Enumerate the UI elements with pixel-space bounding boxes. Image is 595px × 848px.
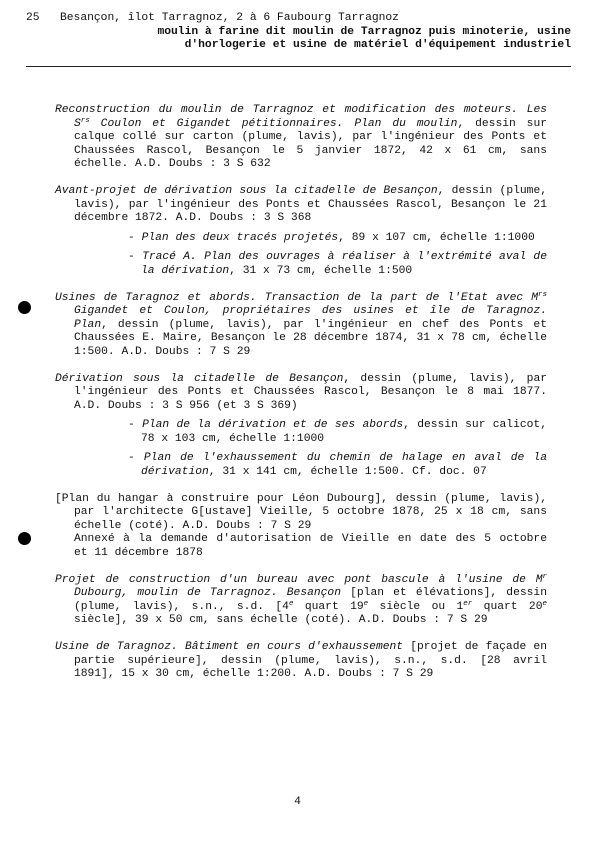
designation-line-1: moulin à farine dit moulin de Tarragnoz puis minoterie, usine — [157, 25, 571, 38]
document-list — [55, 104, 547, 695]
document-entry — [55, 373, 547, 480]
entry-note: Annexé à la demande d'autorisation de Vieille en date des 5 octobre et 11 décembre 1878 — [74, 533, 547, 560]
bullet-marker — [18, 532, 31, 545]
entry-text: Reconstruction du moulin de Tarragnoz et modification des moteurs. Les $S^{rs}$ Coulon et Gigandet pétitionnaires. Plan du moulin, dessin sur calque collé sur carton (plume, lavis), par l'ingénieur des Ponts et Chaussées Rascol, Besançon le 5 janvier 1872, 42 x 61 cm, sans échelle. A.D. Doubs : 3 S 632 — [55, 104, 547, 171]
page-number: 4 — [294, 796, 301, 808]
document-entry — [55, 104, 547, 172]
entry-text: [Plan du hangar à construire pour Léon Dubourg], dessin (plume, lavis), par l'architecte G[ustave] Vieille, 5 octobre 1878, 25 x 18 cm, sans échelle (coté). A.D. Doubs : 7 S 29 — [55, 492, 547, 532]
entry-text: Usines de Taragnoz et abords. Transaction de la part de l'Etat avec $M^{rs}$ Gigandet et Coulon, propriétaires des usines et île de Taragnoz. Plan, dessin (plume, lavis), par l'ingénieur en chef des Ponts et Chaussées E. Maire, Besançon le 28 décembre 1874, 31 x 78 cm, échelle 1:500. A.D. Doubs : 7 S 29 — [55, 290, 547, 358]
document-entry — [55, 185, 547, 279]
header-line — [26, 12, 571, 26]
sub-document: - Plan des deux tracés projetés, 89 x 107 cm, échelle 1:1000 — [128, 231, 535, 244]
document-entry — [55, 292, 547, 360]
document-header — [26, 12, 571, 53]
designation-line-2: d'horlogerie et usine de matériel d'équipement industriel — [184, 39, 571, 52]
sub-document: - Plan de l'exhaussement du chemin de halage en aval de la dérivation, 31 x 141 cm, échelle 1:500. Cf. doc. 07 — [128, 452, 547, 479]
bullet-marker — [18, 301, 31, 314]
entry-text: Projet de construction d'un bureau avec pont bascule à l'usine de $M^r$ Dubourg, moulin de Tarragnoz. Besançon [plan et élévations], dessin (plume, lavis), s.n., s.d. [4e quart 19e siècle ou 1er quart 20e siècle], 39 x 50 cm, sans échelle (coté). A.D. Doubs : 7 S 29 — [55, 572, 547, 627]
header-divider — [26, 66, 571, 67]
sub-document: - Tracé A. Plan des ouvrages à réaliser à l'extrémité aval de la dérivation, 31 x 73 cm, échelle 1:500 — [128, 251, 547, 277]
record-designation — [26, 26, 571, 53]
entry-text: Avant-projet de dérivation sous la citadelle de Besançon, dessin (plume, lavis), par l'ingénieur des Ponts et Chaussées Rascol, Besançon le 21 décembre 1872. A.D. Doubs : 3 S 368 — [55, 184, 548, 225]
sub-document: - Plan de la dérivation et de ses abords, dessin sur calicot, 78 x 103 cm, échelle 1:1000 — [128, 419, 547, 445]
document-entry — [55, 641, 547, 682]
record-number: 25 — [26, 12, 40, 24]
document-entry — [55, 493, 547, 561]
document-entry — [55, 574, 547, 628]
record-location: Besançon, îlot Tarragnoz, 2 à 6 Faubourg Tarragnoz — [60, 12, 399, 24]
entry-text: Dérivation sous la citadelle de Besançon, dessin (plume, lavis), par l'ingénieur des Ponts et Chaussées Rascol, Besançon le 8 mai 1877. A.D. Doubs : 3 S 956 (et 3 S 369) — [55, 372, 548, 412]
entry-text: Usine de Taragnoz. Bâtiment en cours d'exhaussement [projet de façade en partie supérieure], dessin (plume, lavis), s.n., s.d. [28 avril 1891], 15 x 30 cm, échelle 1:200. A.D. Doubs : 7 S 29 — [55, 641, 547, 681]
